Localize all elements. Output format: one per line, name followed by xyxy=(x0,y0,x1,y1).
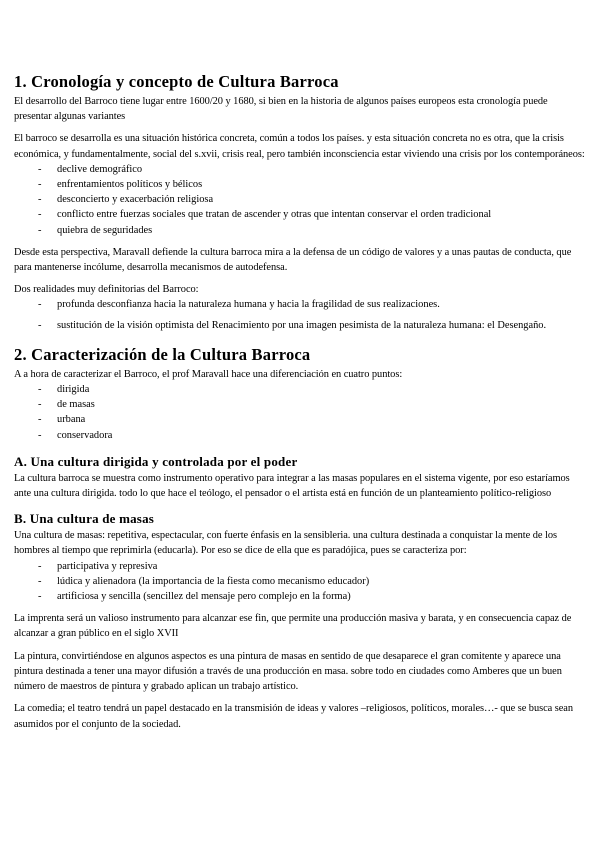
subsection-b-text: Una cultura de masas: repetitiva, espectacular, con fuerte énfasis en la sensibleria. una cultura destinada a conquistar la mente de los hombres al tiempo que reprimirla (educarla). Por eso se dice de ella que es paradójica, pues se caracteriza por: xyxy=(14,530,557,557)
comedia-paragraph: La comedia; el teatro tendrá un papel destacado en la transmisión de ideas y valores –religiosos, políticos, morales…- que se busca sean asumidos por el conjunto de la sociedad. xyxy=(14,703,574,730)
crisis-paragraph: El barroco se desarrolla es una situación histórica concreta, común a todos los países. y esta situación concreta no es otra, que la crisis económica, y fundamentalmente, social del s.xvii, crisis real, pero también inconsciencia estar viviendo una crisis por los contemporáneos: xyxy=(14,133,585,160)
maravall-paragraph: Desde esta perspectiva, Maravall defiende la cultura barroca mira a la defensa de un código de valores y a unas pautas de conducta, que para mantenerse incólume, desarrolla mecanismos de autodefensa. xyxy=(14,246,572,274)
realities-intro: Dos realidades muy definitorias del Barroco: xyxy=(14,284,199,296)
section-2-heading: 2. Caracterización de la Cultura Barroca xyxy=(14,344,311,364)
list-item: - conflicto entre fuerzas sociales que tratan de ascender y otras que intentan conservar el orden tradicional xyxy=(38,207,586,222)
list-item: - profunda desconfianza hacia la naturaleza humana y hacia la fragilidad de sus realizaciones. xyxy=(38,297,586,312)
list-item: - desconcierto y exacerbación religiosa xyxy=(38,192,586,207)
list-item: - declive demográfico xyxy=(38,162,586,177)
crisis-list xyxy=(14,162,586,238)
list-item: - conservadora xyxy=(38,428,586,443)
pintura-paragraph: La pintura, convirtiéndose en algunos aspectos es una pintura de masas en sentido de que desaparece el gran comitente y aparece una pintura destinada a tener una mayor difusión a través de una producción en masa. sobre todo en ciudades como Amberes que un buen número de maestros de pintura y grabado aplican un trabajo artístico. xyxy=(14,650,562,693)
list-item: - dirigida xyxy=(38,382,586,397)
mass-culture-list xyxy=(14,559,586,605)
list-item: - participativa y represiva xyxy=(38,559,586,574)
characteristics-list xyxy=(14,382,586,443)
realities-list xyxy=(14,297,586,332)
section-2-intro: A a hora de caracterizar el Barroco, el prof Maravall hace una diferenciación en cuatro puntos: xyxy=(14,368,403,380)
imprenta-paragraph: La imprenta será un valioso instrumento para alcanzar ese fin, que permite una producción masiva y barata, y en consecuencia capaz de alcanzar a gran público en el siglo XVII xyxy=(14,613,572,640)
list-item: - quiebra de seguridades xyxy=(38,223,586,238)
section-1-intro: El desarrollo del Barroco tiene lugar entre 1600/20 y 1680, si bien en la historia de algunos países europeos esta cronología puede presentar algunas variantes xyxy=(14,96,548,123)
list-item: - sustitución de la visión optimista del Renacimiento por una imagen pesimista de la naturaleza humana: el Desengaño. xyxy=(38,318,586,333)
list-item: - enfrentamientos políticos y bélicos xyxy=(38,177,586,192)
list-item: - lúdica y alienadora (la importancia de la fiesta como mecanismo educador) xyxy=(38,574,586,589)
subsection-a-heading: A. Una cultura dirigida y controlada por el poder xyxy=(14,453,298,469)
list-item: - urbana xyxy=(38,412,586,427)
subsection-a-text: La cultura barroca se muestra como instrumento operativo para integrar a las masas populares en el sistema vigente, por eso estaríamos ante una cultura dirigida. todo lo que hace el teólogo, el pensador o el artista está en función de un planteamiento político-religioso xyxy=(14,472,570,500)
section-1-heading: 1. Cronología y concepto de Cultura Barroca xyxy=(14,72,339,91)
list-item: - artificiosa y sencilla (sencillez del mensaje pero complejo en la forma) xyxy=(38,589,586,604)
subsection-b-heading: B. Una cultura de masas xyxy=(14,511,155,527)
list-item: - de masas xyxy=(38,397,586,412)
